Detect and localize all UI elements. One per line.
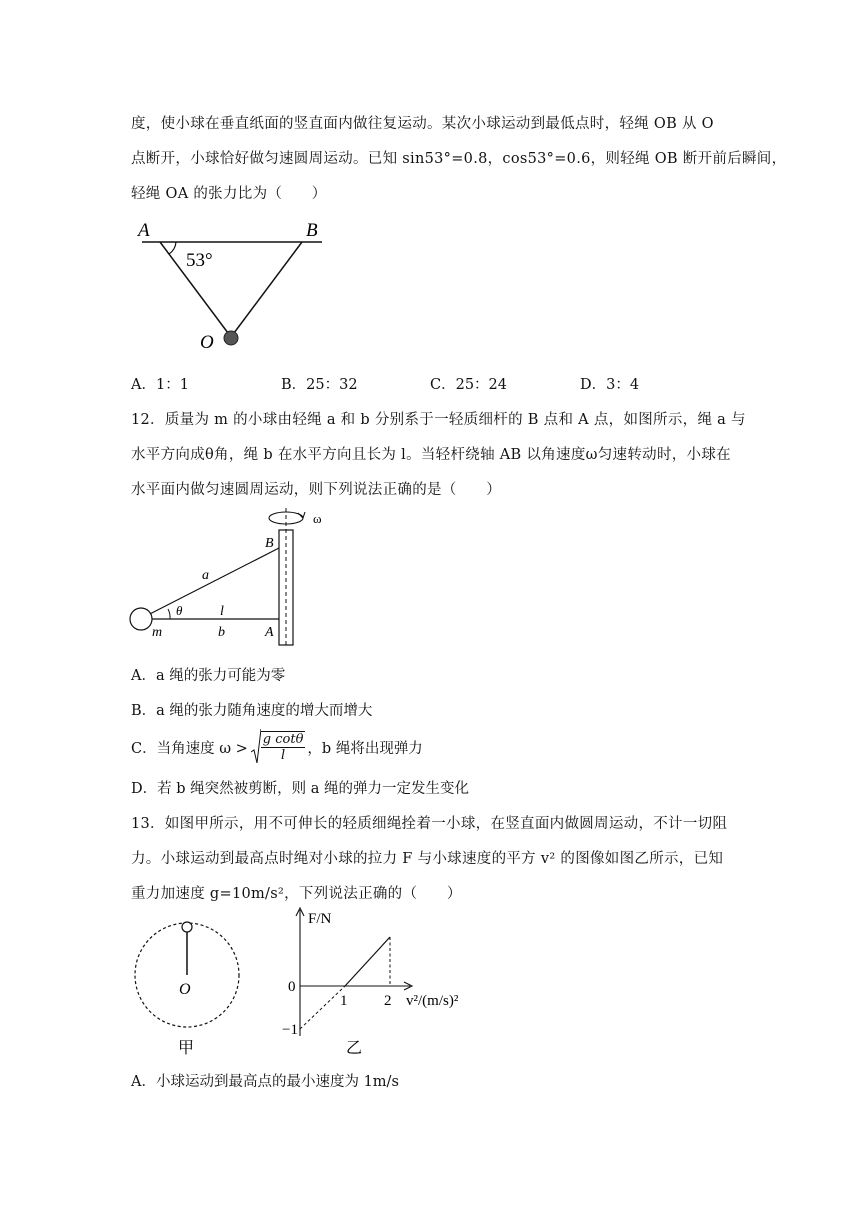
tick-x2: 2: [384, 993, 392, 1009]
origin-label: 0: [288, 979, 296, 995]
q12-line-1: 12．质量为 m 的小球由轻绳 a 和 b 分别系于一轻质细杆的 B 点和 A 点，如图所示，绳 a 与: [131, 412, 746, 428]
q13-line-3: 重力加速度 g=10m/s²，下列说法正确的（ ）: [131, 886, 462, 902]
small-ball: [182, 922, 192, 932]
q11-option-a: A．1：1: [131, 377, 189, 393]
omega-label: ω: [313, 511, 322, 526]
angle-arc: [169, 242, 176, 254]
angle-label: 53°: [186, 250, 213, 271]
q11-line-2: 点断开，小球恰好做匀速圆周运动。已知 sin53°=0.8，cos53°=0.6，则轻绳 OB 断开前后瞬间，: [131, 151, 787, 167]
q13-line-1: 13．如图甲所示，用不可伸长的轻质细绳拴着一小球，在竖直面内做圆周运动，不计一切阻: [131, 816, 728, 832]
dashed-segment: [300, 986, 345, 1029]
fraction: [261, 732, 306, 763]
q12-rod-figure: [126, 500, 346, 650]
y-axis-label: F/N: [308, 911, 332, 927]
q11-line-3: 轻绳 OA 的张力比为（ ）: [131, 186, 327, 202]
caption-yi: 乙: [346, 1040, 363, 1057]
figure-jia: [130, 908, 250, 1058]
q12-option-c: [131, 727, 423, 767]
q11-option-d: D．3：4: [580, 377, 640, 393]
label-b: B: [265, 536, 274, 551]
rope-a: [142, 548, 279, 618]
sqrt-sign: [251, 728, 261, 766]
length-label: l: [220, 604, 224, 619]
tick-y: −1: [282, 1022, 298, 1038]
solid-segment: [345, 937, 390, 986]
mass-label: m: [152, 625, 163, 640]
fraction-numerator: g cotθ: [262, 732, 304, 747]
q12-option-a: A．a 绳的张力可能为零: [131, 668, 286, 684]
tick-x1: 1: [340, 993, 348, 1009]
q11-line-1: 度，使小球在垂直纸面的竖直面内做往复运动。某次小球运动到最低点时，轻绳 OB 从 O: [131, 116, 714, 132]
q11-option-b: B．25：32: [281, 377, 358, 393]
q13-option-a: A．小球运动到最高点的最小速度为 1m/s: [131, 1074, 399, 1090]
ball-m: [130, 608, 152, 630]
x-axis-label: v²/(m/s)²: [406, 993, 459, 1009]
label-o: O: [200, 332, 214, 353]
label-o: O: [179, 981, 191, 998]
q12-option-b: B．a 绳的张力随角速度的增大而增大: [131, 703, 373, 719]
fraction-denominator: l: [281, 748, 286, 763]
q11-option-c: C．25：24: [430, 377, 507, 393]
figure-yi: [280, 906, 480, 1060]
rope-b-label: b: [218, 625, 225, 640]
label-b: B: [306, 220, 318, 241]
q12-line-3: 水平面内做匀速圆周运动，则下列说法正确的是（ ）: [131, 482, 501, 498]
q11-triangle-figure: [130, 212, 330, 354]
q13-line-2: 力。小球运动到最高点时绳对小球的拉力 F 与小球速度的平方 v² 的图像如图乙所示，已知: [131, 851, 724, 867]
label-a: A: [265, 625, 274, 640]
q12-option-d: D．若 b 绳突然被剪断，则 a 绳的弹力一定发生变化: [131, 781, 469, 797]
q12-option-c-suffix: ，b 绳将出现弹力: [307, 740, 423, 757]
caption-jia: 甲: [178, 1040, 195, 1057]
rope-a-label: a: [202, 568, 209, 583]
theta-label: θ: [176, 603, 183, 618]
q12-option-c-prefix: C．当角速度 ω >: [131, 740, 248, 757]
label-a: A: [138, 220, 150, 241]
ball: [224, 331, 238, 345]
rope-ob: [231, 242, 302, 337]
sqrt-body: [261, 731, 306, 763]
q12-line-2: 水平方向成θ角，绳 b 在水平方向且长为 l。当轻杆绕轴 AB 以角速度ω匀速转动时，小球在: [131, 447, 731, 463]
